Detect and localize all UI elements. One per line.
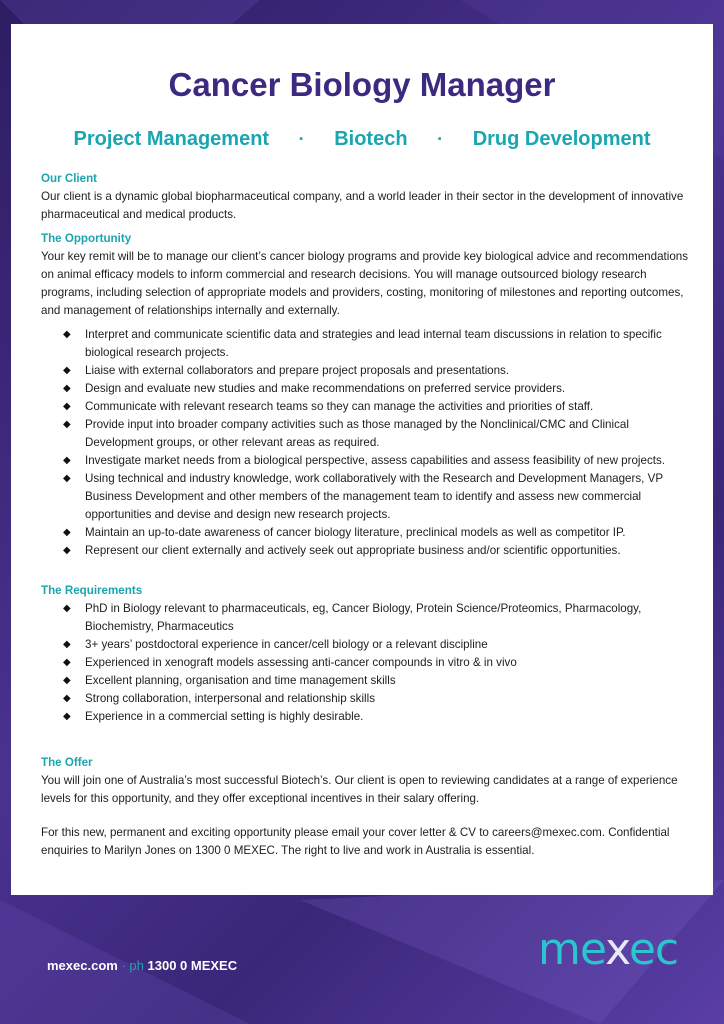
list-item: ◆ Using technical and industry knowledge, work collaboratively with the Research and Development Managers, VP Business Development and other members of the management team to identify and assess new commercial opportunities and devise and design new research projects. bbox=[63, 472, 663, 521]
list-item: ◆ Design and evaluate new studies and make recommendations on preferred service providers. bbox=[41, 380, 691, 398]
footer-phone-number: 1300 0 MEXEC bbox=[147, 958, 238, 973]
opportunity-text: Your key remit will be to manage our client’s cancer biology programs and provide key biological advice and recommendations on animal efficacy models to inform commercial and research decisions. You will manage outsourced biology research programs, including selection of appropriate models and providers, costing, monitoring of milestones and reporting outcomes, and management of relationships internally and externally. bbox=[41, 250, 689, 317]
diamond-bullet-icon: ◆ bbox=[63, 693, 71, 704]
footer-contact bbox=[47, 958, 237, 973]
spacer bbox=[41, 566, 691, 582]
list-item: ◆ Maintain an up-to-date awareness of cancer biology literature, preclinical models as well as competitor IP. bbox=[41, 524, 691, 542]
tag-project-management: Project Management bbox=[73, 128, 270, 150]
diamond-bullet-icon: ◆ bbox=[63, 365, 71, 376]
tag-separator: · bbox=[437, 129, 444, 149]
requirements-heading: The Requirements bbox=[41, 584, 143, 597]
diamond-bullet-icon: ◆ bbox=[63, 401, 71, 412]
list-item: ◆ PhD in Biology relevant to pharmaceuticals, eg, Cancer Biology, Protein Science/Proteomics, Pharmacology, Biochemistry, Pharmaceutics bbox=[63, 602, 642, 633]
list-item: ◆ Excellent planning, organisation and time management skills bbox=[41, 672, 691, 690]
spacer bbox=[41, 732, 691, 754]
diamond-bullet-icon: ◆ bbox=[63, 603, 71, 614]
footer-phone-label: ph bbox=[129, 958, 144, 973]
list-item: ◆ Provide input into broader company activities such as those managed by the Nonclinical/CMC and Clinical Development groups, or other relevant areas as required. bbox=[63, 418, 629, 449]
offer-heading: The Offer bbox=[41, 756, 93, 769]
job-description bbox=[41, 170, 691, 866]
diamond-bullet-icon: ◆ bbox=[63, 639, 71, 650]
diamond-bullet-icon: ◆ bbox=[63, 711, 71, 722]
opportunity-section bbox=[41, 230, 691, 560]
tag-line bbox=[0, 128, 724, 151]
client-section bbox=[41, 170, 691, 224]
list-item: ◆ Represent our client externally and actively seek out appropriate business and/or scientific opportunities. bbox=[41, 542, 691, 560]
diamond-bullet-icon: ◆ bbox=[63, 657, 71, 668]
footer-website-link[interactable]: mexec.com bbox=[47, 958, 118, 973]
list-item: ◆ Communicate with relevant research teams so they can manage the activities and priorities of staff. bbox=[41, 398, 691, 416]
tag-drug-development: Drug Development bbox=[472, 128, 651, 150]
apply-text: For this new, permanent and exciting opportunity please email your cover letter & CV to careers@mexec.com. Confidential enquiries to Marilyn Jones on 1300 0 MEXEC. The right to live and work in Australia is essential. bbox=[41, 826, 670, 857]
tag-biotech: Biotech bbox=[334, 128, 408, 150]
footer-separator: · bbox=[121, 958, 126, 973]
offer-text: You will join one of Australia’s most successful Biotech’s. Our client is open to reviewing candidates at a range of experience levels for this opportunity, and they offer exceptional incentives in their salary offering. bbox=[41, 774, 678, 805]
diamond-bullet-icon: ◆ bbox=[63, 419, 71, 430]
list-item: ◆ 3+ years’ postdoctoral experience in cancer/cell biology or a relevant discipline bbox=[41, 636, 691, 654]
tag-separator: · bbox=[298, 129, 305, 149]
spacer bbox=[41, 808, 691, 824]
diamond-bullet-icon: ◆ bbox=[63, 545, 71, 556]
mexec-logo bbox=[538, 924, 679, 978]
diamond-bullet-icon: ◆ bbox=[63, 675, 71, 686]
opportunity-heading: The Opportunity bbox=[41, 232, 132, 245]
diamond-bullet-icon: ◆ bbox=[63, 527, 71, 538]
diamond-bullet-icon: ◆ bbox=[63, 329, 71, 340]
requirements-list bbox=[41, 600, 691, 726]
client-text: Our client is a dynamic global biopharmaceutical company, and a world leader in their sector in the development of innovative pharmaceutical and medical products. bbox=[41, 190, 684, 221]
logo-text-ec: ec bbox=[628, 924, 679, 975]
diamond-bullet-icon: ◆ bbox=[63, 455, 71, 466]
list-item: ◆ Experience in a commercial setting is highly desirable. bbox=[41, 708, 691, 726]
logo-text-me: me bbox=[538, 924, 606, 975]
client-heading: Our Client bbox=[41, 172, 98, 185]
page-title: Cancer Biology Manager bbox=[168, 66, 556, 103]
list-item: ◆ Experienced in xenograft models assessing anti-cancer compounds in vitro & in vivo bbox=[41, 654, 691, 672]
list-item: ◆ Liaise with external collaborators and prepare project proposals and presentations. bbox=[41, 362, 691, 380]
list-item: ◆ Strong collaboration, interpersonal and relationship skills bbox=[41, 690, 691, 708]
logo-text-x: x bbox=[605, 924, 629, 975]
opportunity-list bbox=[41, 326, 691, 560]
offer-section bbox=[41, 754, 691, 860]
requirements-section bbox=[41, 582, 691, 726]
list-item: ◆ Investigate market needs from a biological perspective, assess capabilities and assess feasibility of new projects. bbox=[41, 452, 691, 470]
diamond-bullet-icon: ◆ bbox=[63, 383, 71, 394]
list-item: ◆ Interpret and communicate scientific data and strategies and lead internal team discussions in relation to specific biological research projects. bbox=[63, 328, 662, 359]
diamond-bullet-icon: ◆ bbox=[63, 473, 71, 484]
